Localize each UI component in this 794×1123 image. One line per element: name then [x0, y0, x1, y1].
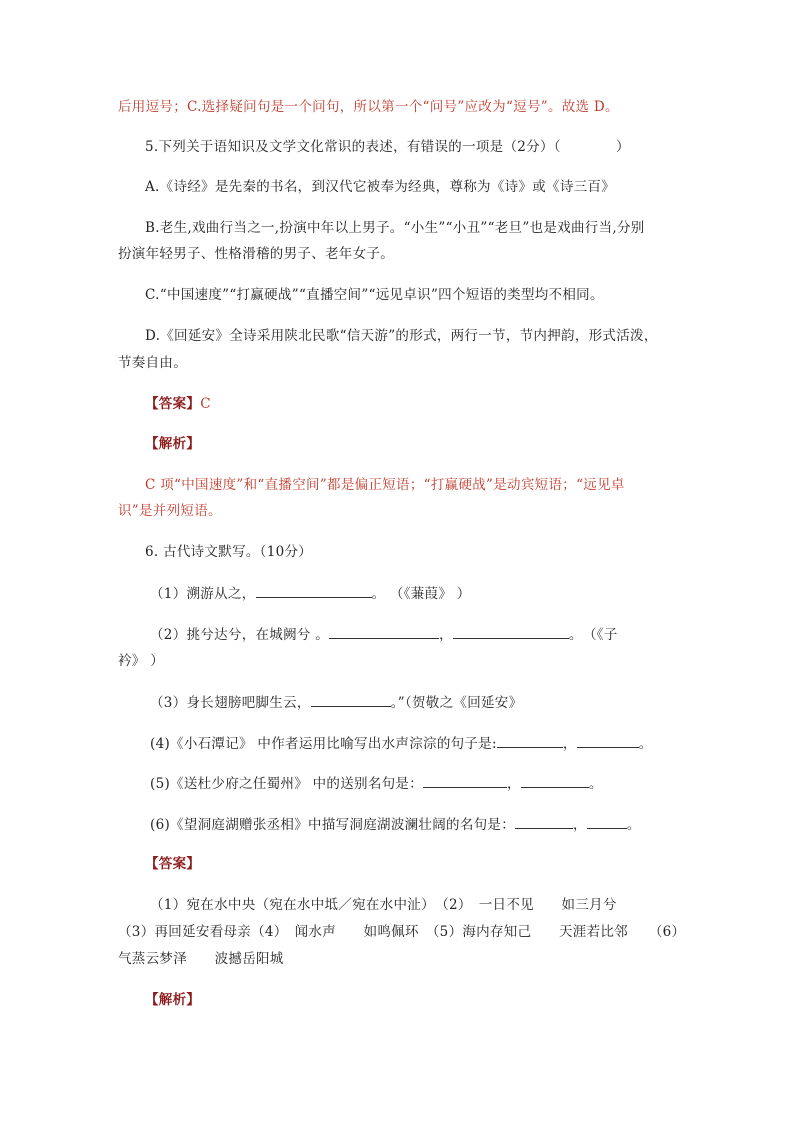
analysis-text-part3: 是动宾短语； [493, 477, 577, 493]
question-6-item-3 [150, 692, 522, 713]
previous-analysis-tail: 后用逗号；C.选择疑问句是一个问句，所以第一个“问号”应改为“逗号”。故选 D。 [118, 99, 619, 115]
question-5-option-a: A.《诗经》是先秦的书名，到汉代它被奉为经典，尊称为《诗》或《诗三百》 [145, 179, 616, 195]
item-2-blank-2[interactable] [453, 624, 569, 639]
item-2-suffix: 。 （《子 [568, 627, 618, 643]
item-6-blank-2[interactable] [587, 814, 627, 829]
analysis-text-part1: C 项“中国速度”和“直播空间”都是偏正短语； [145, 477, 424, 493]
question-6-item-4 [150, 733, 653, 754]
question-6-item-2-source: 衿》 ） [118, 653, 164, 669]
question-6-answer-line2: （3）再回延安看母亲（4） 闻水声 如鸣佩环 （5）海内存知己 天涯若比邻 （6） [118, 924, 686, 940]
question-5-answer [145, 394, 211, 414]
question-6-answer-line1: （1）宛在水中央（宛在水中坻／宛在水中沚） （2） 一日不见 如三月兮 [150, 897, 617, 913]
item-6-prefix: (6)《望洞庭湖赠张丞相》中描写洞庭湖波澜壮阔的名句是： [150, 817, 516, 833]
item-6-suffix: 。 [626, 817, 641, 833]
item-4-blank-1[interactable] [497, 733, 563, 748]
question-6-stem: 6. 古代诗文默写。（10分） [145, 544, 313, 560]
item-2-blank-1[interactable] [329, 624, 439, 639]
question-6-item-5 [150, 773, 603, 794]
item-2-comma: ， [439, 627, 453, 643]
item-1-suffix: 。 （《蒹葭》 ） [371, 586, 471, 602]
answer-label: 【答案】 [145, 396, 201, 412]
question-6-item-6 [150, 814, 641, 835]
item-4-comma: ， [562, 736, 577, 752]
answer-value: C [200, 396, 211, 412]
question-5-option-d-line2: 节奏自由。 [118, 355, 187, 371]
item-4-blank-2[interactable] [577, 733, 639, 748]
question-5-stem: 5.下列关于语知识及文学文化常识的表述，有错误的一项是（2分）（ ） [145, 139, 630, 155]
item-1-blank[interactable] [256, 583, 372, 598]
item-1-prefix: （1）溯游从之， [150, 586, 256, 602]
question-6-item-2 [150, 624, 618, 645]
item-3-blank[interactable] [311, 692, 391, 707]
question-6-analysis-label: 【解析】 [145, 992, 201, 1008]
question-5-option-b-line2: 扮演年轻男子、性格滑稽的男子、老年女子。 [118, 246, 394, 262]
item-5-blank-2[interactable] [521, 773, 589, 788]
item-3-suffix: 。”（贺敬之《回延安》 [390, 695, 523, 711]
question-5-option-c: C.“中国速度”“打赢硬战”“直播空间”“远见卓识”四个短语的类型均不相同。 [145, 287, 604, 303]
item-2-prefix: （2）挑兮达兮，在城阙兮 。 [150, 627, 330, 643]
question-6-item-1 [150, 583, 471, 604]
question-6-answer-label: 【答案】 [145, 856, 201, 872]
item-5-blank-1[interactable] [423, 773, 507, 788]
question-5-option-d-line1: D.《回延安》全诗采用陕北民歌“信天游”的形式，两行一节，节内押韵，形式活泼， [145, 328, 658, 344]
item-5-suffix: 。 [588, 776, 603, 792]
item-5-comma: ， [507, 776, 521, 792]
item-6-comma: ， [573, 817, 587, 833]
question-5-analysis-line1 [145, 475, 625, 495]
question-5-analysis-label: 【解析】 [145, 436, 201, 452]
analysis-text-part4: “远见卓 [576, 477, 625, 493]
item-4-suffix: 。 [638, 736, 653, 752]
item-4-prefix: (4)《小石潭记》 中作者运用比喻写出水声淙淙的句子是: [150, 736, 497, 752]
question-5-analysis-line2: 识”是并列短语。 [118, 503, 222, 519]
analysis-text-part2: “打赢硬战” [423, 477, 494, 493]
question-6-answer-line3: 气蒸云梦泽 波撼岳阳城 [118, 951, 284, 967]
item-3-prefix: （3）身长翅膀吧脚生云， [150, 695, 311, 711]
question-5-option-b-line1: B.老生,戏曲行当之一,扮演中年以上男子。“小生”“小丑”“老旦”也是戏曲行当,分别 [145, 220, 645, 236]
item-6-blank-1[interactable] [515, 814, 573, 829]
item-5-prefix: (5)《送杜少府之任蜀州》 中的送别名句是： [150, 776, 424, 792]
